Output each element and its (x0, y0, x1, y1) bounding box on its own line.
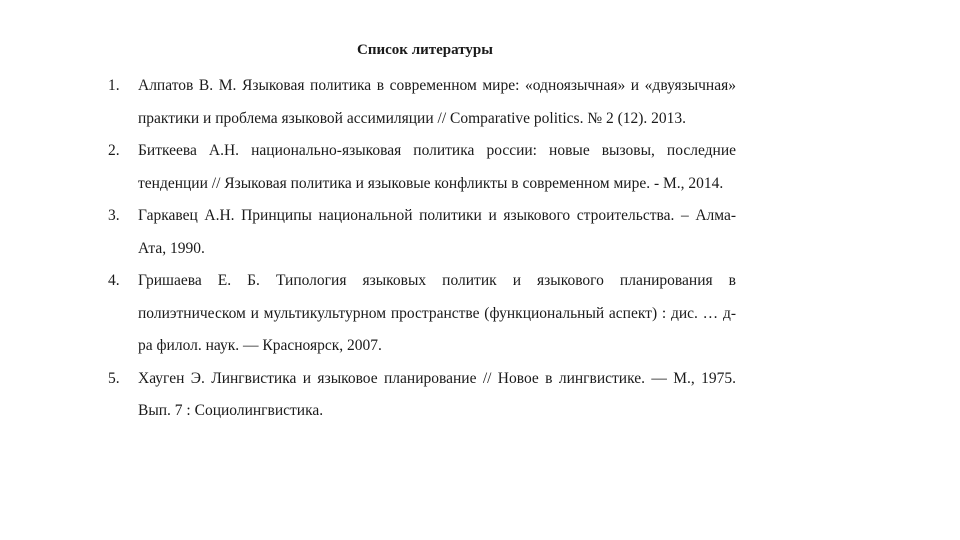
page-title: Список литературы (357, 42, 493, 58)
list-item-number: 4. (108, 272, 120, 289)
reference-list (108, 70, 736, 428)
list-item (108, 135, 736, 200)
list-item (108, 200, 736, 265)
list-item-text: Хауген Э. Лингвистика и языковое планирование // Новое в лингвистике. — М., 1975. Вып. 7 : Социолингвистика. (138, 369, 736, 419)
list-item-text: Гришаева Е. Б. Типология языковых политик и языкового планирования в полиэтническом и мультикультурном пространстве (функциональный аспект) : дис. … д-ра филол. наук. — Красноярск, 2007. (138, 272, 736, 354)
list-item-number: 1. (108, 77, 120, 94)
list-item (108, 70, 736, 135)
list-item-number: 3. (108, 207, 120, 224)
list-item-text: Алпатов В. М. Языковая политика в современном мире: «одноязычная» и «двуязычная» практики и проблема языковой ассимиляции // Comparative politics. № 2 (12). 2013. (138, 77, 736, 127)
list-item (108, 363, 736, 428)
list-item (108, 265, 736, 363)
list-item-text: Биткеева А.Н. национально-языковая политика россии: новые вызовы, последние тенденции // Языковая политика и языковые конфликты в современном мире. - М., 2014. (138, 142, 736, 192)
list-item-number: 5. (108, 369, 120, 387)
list-item-text: Гаркавец А.Н. Принципы национальной политики и языкового строительства. – Алма-Ата, 1990. (138, 207, 736, 257)
list-item-number: 2. (108, 142, 120, 159)
